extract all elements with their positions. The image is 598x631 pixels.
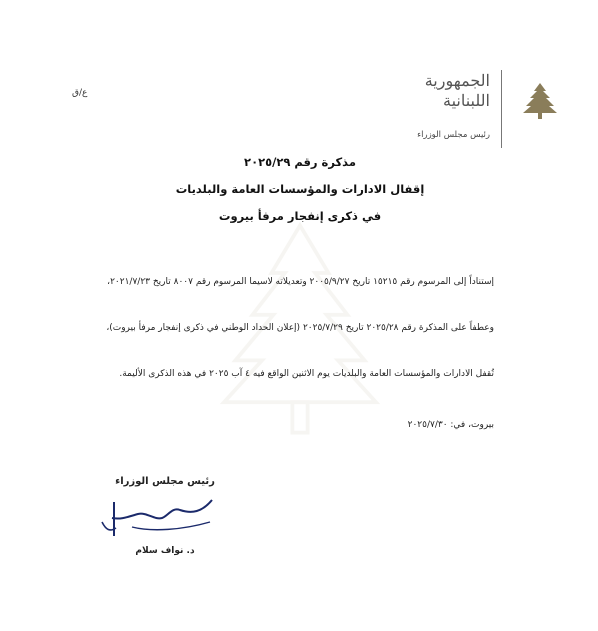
memo-subject-line1: إقفال الادارات والمؤسسات العامة والبلديات: [175, 182, 425, 196]
republic-name-line2: اللبنانية: [442, 91, 490, 110]
memo-number: مذكرة رقم ٢٠٢٥/٢٩: [244, 155, 356, 169]
memo-subject-line2: في ذكرى إنفجار مرفأ بيروت: [218, 209, 382, 223]
place-date: بيروت، في: ٢٠٢٥/٧/٣٠: [407, 420, 494, 430]
reference-code: ع/ق: [72, 88, 88, 98]
cedar-emblem-icon: [520, 80, 560, 120]
office-name: رئيس مجلس الوزراء: [417, 130, 490, 140]
letterhead-divider: [501, 70, 502, 148]
paragraph-legal-basis: إستناداً إلى المرسوم رقم ١٥٢١٥ تاريخ ٢٠٠٥/٩/٢٧ وتعديلاته لاسيما المرسوم رقم ٨٠٠٧ تاريخ ٢٠٢١/٧/٢٣،: [107, 277, 494, 287]
republic-name-line1: الجمهورية: [424, 71, 490, 90]
signatory-title: رئيس مجلس الوزراء: [115, 476, 215, 487]
signatory-name: د. نواف سلام: [135, 546, 195, 556]
handwritten-signature-icon: [92, 492, 222, 542]
letterhead: [390, 70, 560, 150]
paragraph-decision: تُقفل الادارات والمؤسسات العامة والبلديات يوم الاثنين الواقع فيه ٤ آب ٢٠٢٥ في هذه الذكرى الأليمة.: [119, 369, 494, 379]
paragraph-reference: وعطفاً على المذكرة رقم ٢٠٢٥/٢٨ تاريخ ٢٠٢٥/٧/٢٩ (إعلان الحداد الوطني في ذكرى إنفجار مرفأ بيروت)،: [106, 323, 494, 333]
